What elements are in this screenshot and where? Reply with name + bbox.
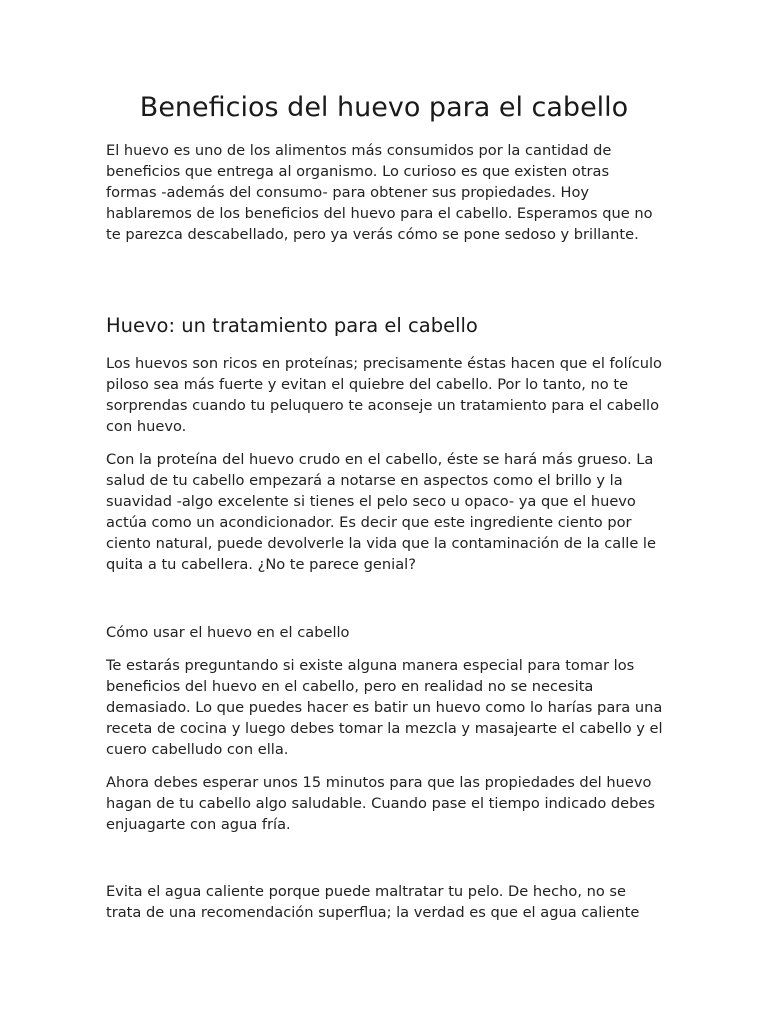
intro-paragraph: El huevo es uno de los alimentos más consumidos por la cantidad de beneficios que entrega al organismo. Lo curioso es que existen otras formas -además del consumo- para obtener sus propiedades. Hoy hablaremos de los beneficios del huevo para el cabello. Esperamos que no te parezca descabellado, pero ya verás cómo se pone sedoso y brillante. [106,142,653,243]
how-to-use-paragraph-2: Ahora debes esperar unos 15 minutos para que las propiedades del huevo hagan de tu cabello algo saludable. Cuando pase el tiempo indicado debes enjuagarte con agua fría. [106,774,655,833]
treatment-paragraph-1: Los huevos son ricos en proteínas; precisamente éstas hacen que el folículo piloso sea más fuerte y evitan el quiebre del cabello. Por lo tanto, no te sorprendas cuando tu peluquero te aconseje un tratamiento para el cabello con huevo. [106,355,662,435]
how-to-use-paragraph-3: Evita el agua caliente porque puede maltratar tu pelo. De hecho, no se trata de una recomendación superflua; la verdad es que el agua caliente [106,883,640,921]
how-to-use-paragraph-1: Te estarás preguntando si existe alguna manera especial para tomar los beneficios del huevo en el cabello, pero en realidad no se necesita demasiado. Lo que puedes hacer es batir un huevo como lo harías para una receta de cocina y luego debes tomar la mezcla y masajearte el cabello y el cuero cabelludo con ella. [106,657,663,758]
section-heading-how-to-use: Cómo usar el huevo en el cabello [106,624,350,641]
document-title: Beneficios del huevo para el cabello [139,92,629,123]
treatment-paragraph-2: Con la proteína del huevo crudo en el cabello, éste se hará más grueso. La salud de tu cabello empezará a notarse en aspectos como el brillo y la suavidad -algo excelente si tienes el pelo seco u opaco- ya que el huevo actúa como un acondicionador. Es decir que este ingrediente ciento por ciento natural, puede devolverle la vida que la contaminación de la calle le quita a tu cabellera. ¿No te parece genial? [106,451,656,573]
section-heading-treatment: Huevo: un tratamiento para el cabello [106,314,478,337]
